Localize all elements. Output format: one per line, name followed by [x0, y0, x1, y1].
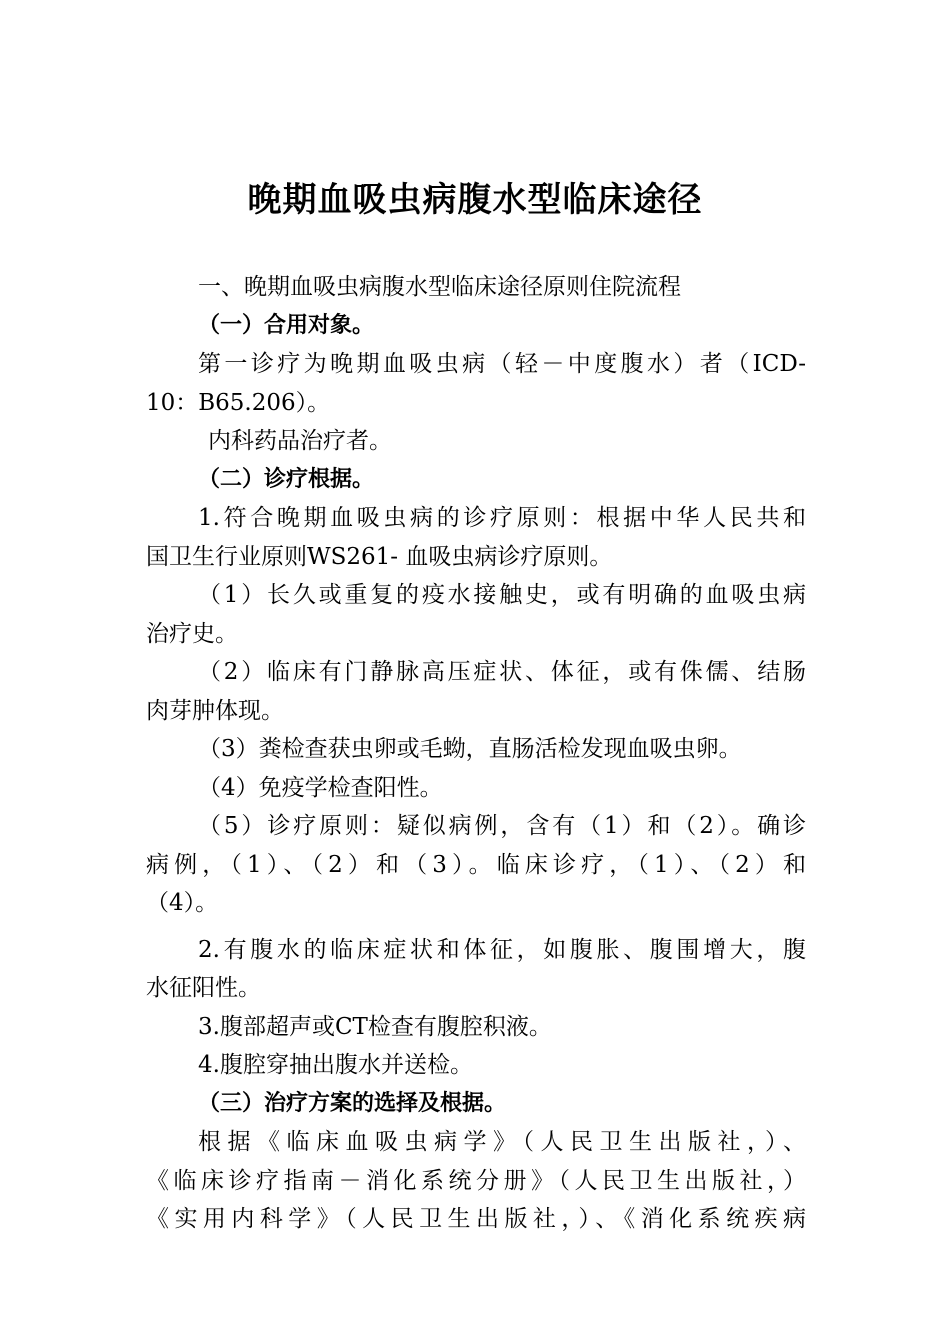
- paragraph-line: 国卫生行业原则WS261- 血吸虫病诊疗原则。: [146, 543, 613, 570]
- paragraph-line: 2.有腹水的临床症状和体征，如腹胀、腹围增大，腹: [198, 936, 806, 963]
- subsection-heading: （三）治疗方案的选择及根据。: [198, 1090, 507, 1116]
- section-heading: 一、晚期血吸虫病腹水型临床途径原则住院流程: [198, 274, 681, 300]
- paragraph-line: 10：B65.206）。: [146, 389, 331, 416]
- paragraph-line: （2）临床有门静脉高压症状、体征，或有侏儒、结肠: [198, 659, 806, 685]
- paragraph-line: 肉芽肿体现。: [146, 697, 284, 724]
- paragraph-line: 3.腹部超声或CT检查有腹腔积液。: [198, 1013, 552, 1040]
- document-title: 晚期血吸虫病腹水型临床途径: [247, 180, 703, 220]
- paragraph-line: （4）免疫学检查阳性。: [198, 774, 443, 801]
- paragraph-line: （1）长久或重复的疫水接触史，或有明确的血吸虫病: [198, 582, 806, 608]
- paragraph-line: 内科药品治疗者。: [208, 428, 392, 454]
- document-body: [146, 268, 806, 1239]
- paragraph-line: （3）粪检查获虫卵或毛蚴，直肠活检发现血吸虫卵。: [198, 736, 742, 762]
- paragraph-line: 《临床诊疗指南－消化系统分册》（人民卫生出版社，）: [146, 1167, 806, 1194]
- paragraph-line: 1.符合晚期血吸虫病的诊疗原则：根据中华人民共和: [198, 505, 806, 531]
- paragraph-line: （4）。: [146, 890, 219, 916]
- paragraph-line: 水征阳性。: [146, 975, 261, 1001]
- subsection-heading: （二）诊疗根据。: [198, 466, 375, 492]
- paragraph-line: 4.腹腔穿抽出腹水并送检。: [198, 1052, 473, 1078]
- paragraph-line: 治疗史。: [146, 620, 238, 647]
- paragraph-line: 病例，（1）、（2）和（3）。临床诊疗，（1）、（2）和: [146, 851, 806, 878]
- paragraph-line: 根据《临床血吸虫病学》（人民卫生出版社，）、: [198, 1129, 806, 1155]
- paragraph-line: （5）诊疗原则：疑似病例，含有（1）和（2）。确诊: [198, 813, 806, 839]
- paragraph-line: 《实用内科学》（人民卫生出版社，）、《消化系统疾病: [146, 1206, 806, 1232]
- subsection-heading: （一）合用对象。: [198, 312, 375, 338]
- paragraph-line: 第一诊疗为晚期血吸虫病（轻－中度腹水）者（ICD-: [198, 351, 806, 377]
